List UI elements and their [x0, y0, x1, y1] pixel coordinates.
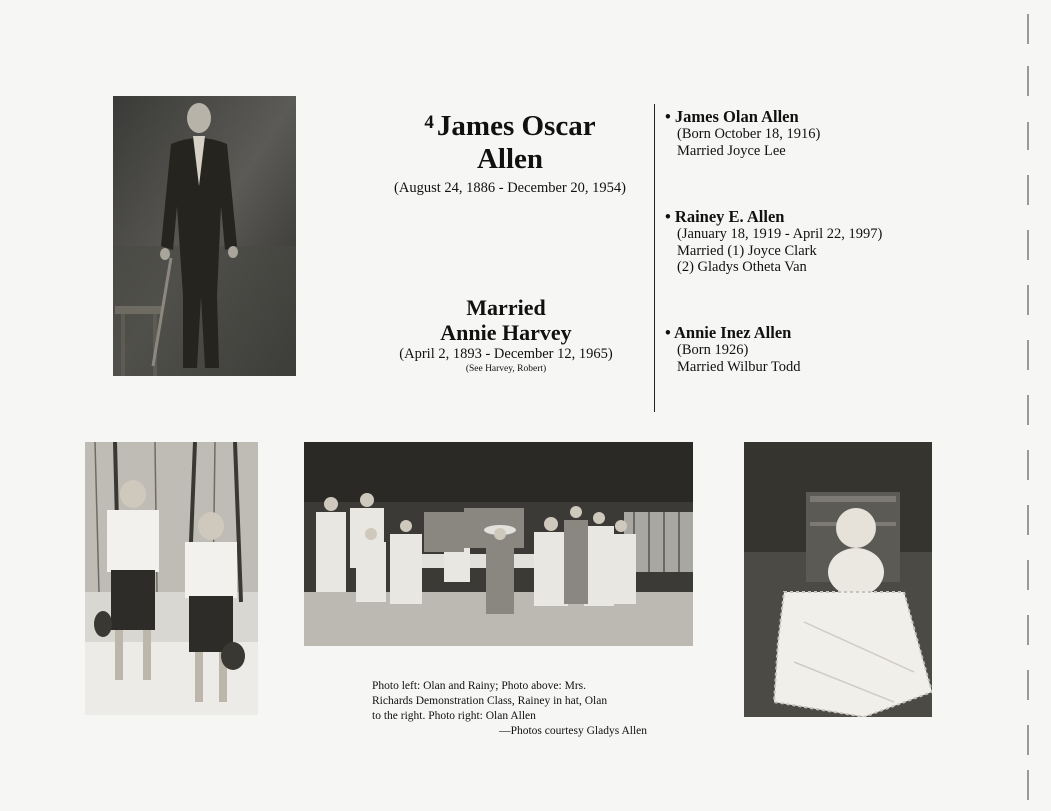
- caption-line: to the right. Photo right: Olan Allen: [372, 710, 536, 722]
- child-detail: (2) Gladys Otheta Van: [677, 259, 807, 275]
- child-entry: [665, 208, 882, 276]
- column-divider: [654, 104, 655, 412]
- ancestor-name: [360, 106, 660, 143]
- child-detail: Married Joyce Lee: [677, 142, 786, 159]
- child-detail: Married (1) Joyce Clark: [677, 242, 817, 259]
- caption-line: Photo left: Olan and Rainy; Photo above: Mrs.: [372, 680, 587, 692]
- photo-caption: [372, 679, 647, 739]
- ancestor-title-block: [360, 106, 660, 197]
- generation-number: 4: [424, 112, 434, 133]
- photo-credit: —Photos courtesy Gladys Allen: [499, 725, 647, 737]
- spouse-block: [378, 295, 634, 374]
- child-name: • James Olan Allen: [665, 108, 820, 126]
- spouse-dates: (April 2, 1893 - December 12, 1965): [399, 346, 613, 362]
- child-detail: (Born October 18, 1916): [677, 126, 821, 142]
- ancestor-name-line1: James Oscar: [436, 110, 596, 142]
- portrait-photo-james-oscar-allen: [113, 96, 296, 376]
- married-heading: Married: [466, 295, 546, 320]
- spouse-name: Annie Harvey: [440, 320, 572, 345]
- photo-olan-allen-baby: [744, 442, 932, 717]
- caption-line: Richards Demonstration Class, Rainey in hat, Olan: [372, 695, 608, 707]
- ancestor-name-line2: Allen: [476, 143, 544, 175]
- child-detail: (Born 1926): [677, 342, 749, 358]
- child-detail: (January 18, 1919 - April 22, 1997): [677, 226, 883, 242]
- child-detail: Married Wilbur Todd: [677, 358, 801, 375]
- child-entry: [665, 324, 801, 375]
- ancestor-dates: (August 24, 1886 - December 20, 1954): [394, 180, 626, 196]
- spouse-cross-reference: (See Harvey, Robert): [465, 364, 547, 374]
- child-name: • Rainey E. Allen: [665, 208, 882, 226]
- child-entry: [665, 108, 820, 159]
- photo-olan-and-rainy: [85, 442, 258, 715]
- photo-demonstration-class: [304, 442, 693, 646]
- child-name: • Annie Inez Allen: [665, 324, 801, 342]
